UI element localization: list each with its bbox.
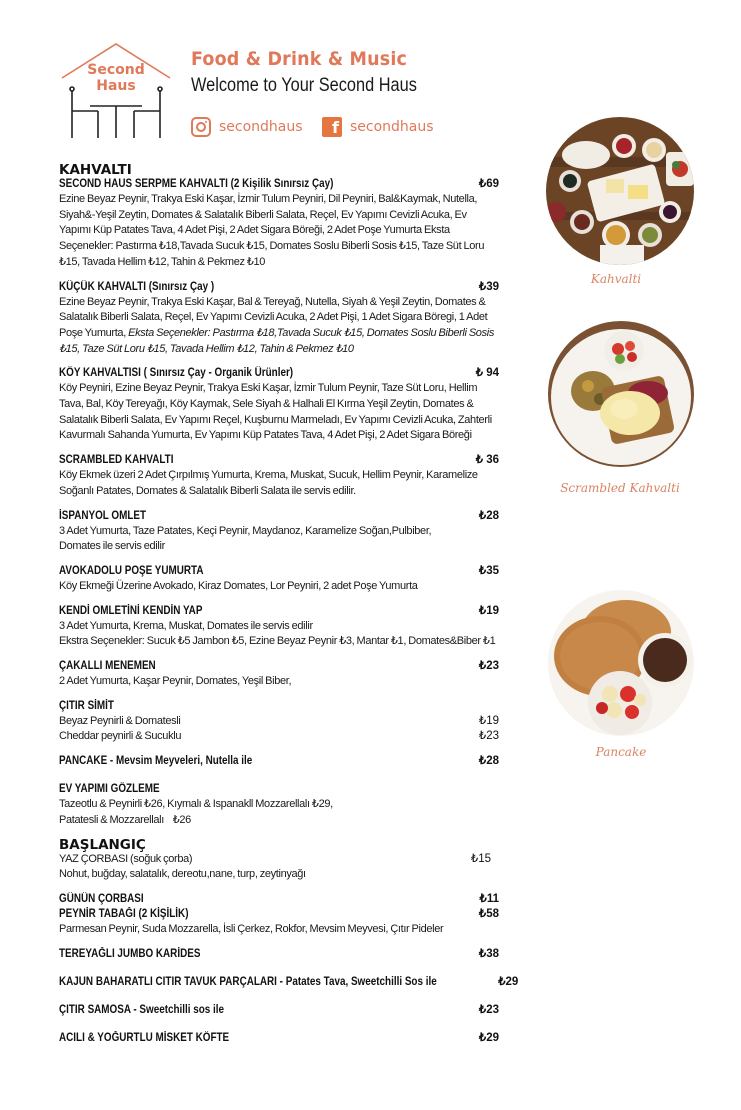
menu-item <box>59 604 499 650</box>
menu-item <box>59 892 499 907</box>
item-description: Patatesli & Mozzarellalı ₺26 <box>59 813 191 826</box>
item-name: PEYNİR TABAĞI (2 KİŞİLİK) <box>59 907 189 920</box>
variant-price: ₺19 <box>478 714 499 727</box>
item-name: ÇITIR SİMİT <box>59 699 114 712</box>
photo-caption: Scrambled Kahvalti <box>560 481 680 495</box>
menu-item <box>59 754 499 769</box>
menu-item <box>59 975 519 990</box>
facebook-link[interactable] <box>322 117 434 137</box>
item-name: SCRAMBLED KAHVALTI <box>59 454 174 467</box>
item-name: EV YAPIMI GÖZLEME <box>59 783 160 796</box>
item-extras: Eksta Seçenekler: Pastırma ₺18,Tavada Sucuk ₺15, Domates Soslu Biberli Sosis ₺15, Taze Süt Loru ₺15, Tavada Hellim ₺12, Tahin & Pekmez ₺10 <box>59 326 494 355</box>
item-price: ₺23 <box>478 1003 499 1016</box>
photo-scrambled-kahvalti <box>548 321 694 467</box>
instagram-handle: secondhaus <box>219 119 303 135</box>
item-name: PANCAKE - Mevsim Meyveleri, Nutella ile <box>59 755 253 768</box>
variant-label: Cheddar peynirli & Sucuklu <box>59 730 182 743</box>
item-description: 2 Adet Yumurta, Kaşar Peynir, Domates, Yeşil Biber, <box>59 675 292 688</box>
item-description: Nohut, buğday, salatalık, dereotu,nane, turp, zeytinyağı <box>59 868 306 881</box>
scrambled-eggs-image <box>548 321 694 467</box>
menu-item <box>59 947 499 962</box>
item-price: ₺69 <box>478 178 499 190</box>
svg-text:Haus: Haus <box>96 78 136 94</box>
photo-caption: Kahvalti <box>590 272 642 286</box>
facebook-handle: secondhaus <box>350 119 434 135</box>
item-price: ₺15 <box>470 852 491 865</box>
item-name: ACILI & YOĞURTLU MİSKET KÖFTE <box>59 1031 230 1044</box>
item-name: KÖY KAHVALTISI ( Sınırsız Çay - Organik Ürünler) <box>59 367 294 380</box>
item-price: ₺23 <box>478 660 499 673</box>
pancake-image <box>548 590 694 736</box>
item-description: 3 Adet Yumurta, Taze Patates, Keçi Peynir, Maydanoz, Karamelize Soğan,Pulbiber, Domates ile servis edilir <box>59 524 432 553</box>
section-title-baslangic: BAŞLANGIÇ <box>59 836 146 853</box>
breakfast-spread-image <box>546 117 694 265</box>
menu-item <box>59 782 499 828</box>
facebook-icon: f <box>322 117 342 137</box>
item-price: ₺ 94 <box>475 367 499 380</box>
item-description: Ezine Beyaz Peynir, Trakya Eski Kaşar, İzmir Tulum Peyniri, Dil Peyniri, Bal&Kaymak, Nutella, Siyah&-Yeşil Zeytin, Domates & Salatalık Biberli Salata, Reçel, Ev Yapımı Cevizli Acuka, Ev Yapımı Küp Patates Tava, 4 Adet Pişi, 2 Adet Sigara Böreği, 2 Adet Poşe Yumurta Eksta Seçenekler: Pastırma ₺18,Tavada Sucuk ₺15, Domates Soslu Biberli Sosis ₺15, Taze Süt Loru ₺15, Tavada Hellim ₺12, Tahin & Pekmez ₺10 <box>59 193 485 268</box>
menu-item <box>59 177 499 271</box>
photo-pancake <box>548 590 694 736</box>
item-description: Köy Peyniri, Ezine Beyaz Peynir, Trakya Eski Kaşar, İzmir Tulum Peynir, Taze Süt Loru, Hellim Tava, Bal, Köy Tereyağı, Köy Kaymak, Sele Siyah & Halhali El Kırma Yeşil Zeytin, Domates & Salatalık Biberli Salata, Ev Yapımı Reçel, Kuşburnu Marmeladı, Ev Yapımı Cevizli Acuka, Zahterli Kavurmalı Sahanda Yumurta, Ev Yapımı Küp Patates Tava, 4 Adet Pişi, 2 Adet Sigara Böreği <box>59 382 492 442</box>
menu-item <box>59 453 499 499</box>
section-title-kahvalti: KAHVALTI <box>59 162 132 178</box>
svg-text:Second: Second <box>87 62 145 78</box>
item-price: ₺11 <box>479 892 499 905</box>
menu-item <box>59 1003 499 1018</box>
item-name: İSPANYOL OMLET <box>59 509 147 522</box>
item-price: ₺39 <box>478 280 499 293</box>
menu-item <box>59 366 499 444</box>
item-price: ₺35 <box>478 564 499 577</box>
item-description: Köy Ekmeği Üzerine Avokado, Kiraz Domates, Lor Peyniri, 2 adet Poşe Yumurta <box>59 579 418 592</box>
variant-price: ₺23 <box>478 730 499 743</box>
item-name: AVOKADOLU POŞE YUMURTA <box>59 564 204 577</box>
item-price: ₺38 <box>478 947 499 960</box>
item-name: KENDİ OMLETİNİ KENDİN YAP <box>59 604 203 617</box>
menu-item <box>59 1031 499 1046</box>
menu-item <box>59 907 499 938</box>
item-price: ₺29 <box>478 1031 499 1044</box>
item-description: Parmesan Peynir, Suda Mozzarella, İsli Çerkez, Rokfor, Mevsim Meyvesi, Çıtır Pideler <box>59 922 444 935</box>
item-name: SECOND HAUS SERPME KAHVALTI (2 Kişilik Sınırsız Çay) <box>59 178 334 190</box>
item-description: Köy Ekmek üzeri 2 Adet Çırpılmış Yumurta, Krema, Muskat, Sucuk, Hellim Peynir, Karamelize Soğanlı Patates, Domates & Salatalık Biberli Salata ile servis edilir. <box>59 469 478 497</box>
photo-kahvalti <box>546 117 694 265</box>
item-name: ÇITIR SAMOSA - Sweetchilli sos ile <box>59 1003 225 1016</box>
brand-subtitle: Welcome to Your Second Haus <box>191 75 417 96</box>
item-extras: Ekstra Seçenekler: Sucuk ₺5 Jambon ₺5, Ezine Beyaz Peynir ₺3, Mantar ₺1, Domates&Biber ₺1 <box>59 635 496 648</box>
item-name: YAZ ÇORBASI (soğuk çorba) <box>59 852 193 865</box>
menu-item <box>59 280 499 358</box>
item-description: Ezine Beyaz Peynir, Trakya Eski Kaşar, Bal & Tereyağ, Nutella, Siyah & Yeşil Zeytin, Domates & Salatalık Biberli Salata, Reçel, Ev Yapımı Cevizli Acuka, 2 Adet Pişi, 1 Adet Sigara Böregi, 1 Adet Poşe Yumurta, Eksta Seçenekler: Pastırma ₺18,Tavada Sucuk ₺15, Domates Soslu Biberli Sosis ₺15, Taze Süt Loru ₺15, Tavada Hellim ₺12, Tahin & Pekmez ₺10 <box>59 295 494 355</box>
house-table-icon <box>60 40 172 142</box>
item-description: 3 Adet Yumurta, Krema, Muskat, Domates ile servis edilir <box>59 619 313 632</box>
instagram-link[interactable] <box>191 117 303 137</box>
item-price: ₺28 <box>478 509 499 522</box>
item-name: GÜNÜN ÇORBASI <box>59 892 144 905</box>
menu-item <box>59 564 499 595</box>
menu-item <box>59 659 499 690</box>
variant-label: Beyaz Peynirli & Domatesli <box>59 714 181 727</box>
item-name: ÇAKALLI MENEMEN <box>59 660 156 673</box>
photo-caption: Pancake <box>595 745 647 759</box>
menu-item <box>59 699 499 745</box>
item-name: KÜÇÜK KAHVALTI (Sınırsız Çay ) <box>59 280 215 293</box>
menu-column <box>59 162 519 1055</box>
item-description: Tazeotlu & Peynirli ₺26, Kıymalı & Ispanakll Mozzarellalı ₺29, <box>59 798 333 811</box>
item-price: ₺28 <box>478 755 499 768</box>
brand-title: Food & Drink & Music <box>191 48 408 70</box>
item-name: TEREYAĞLI JUMBO KARİDES <box>59 947 201 960</box>
instagram-icon <box>191 117 211 137</box>
item-price: ₺ 36 <box>475 454 499 467</box>
menu-item <box>59 509 499 555</box>
item-price: ₺19 <box>478 604 499 617</box>
second-haus-logo <box>60 40 172 142</box>
menu-item <box>59 852 499 883</box>
item-price: ₺58 <box>478 907 499 920</box>
item-name: KAJUN BAHARATLI CITIR TAVUK PARÇALARI - Patates Tava, Sweetchilli Sos ile <box>59 975 437 988</box>
item-price: ₺29 <box>498 975 519 988</box>
